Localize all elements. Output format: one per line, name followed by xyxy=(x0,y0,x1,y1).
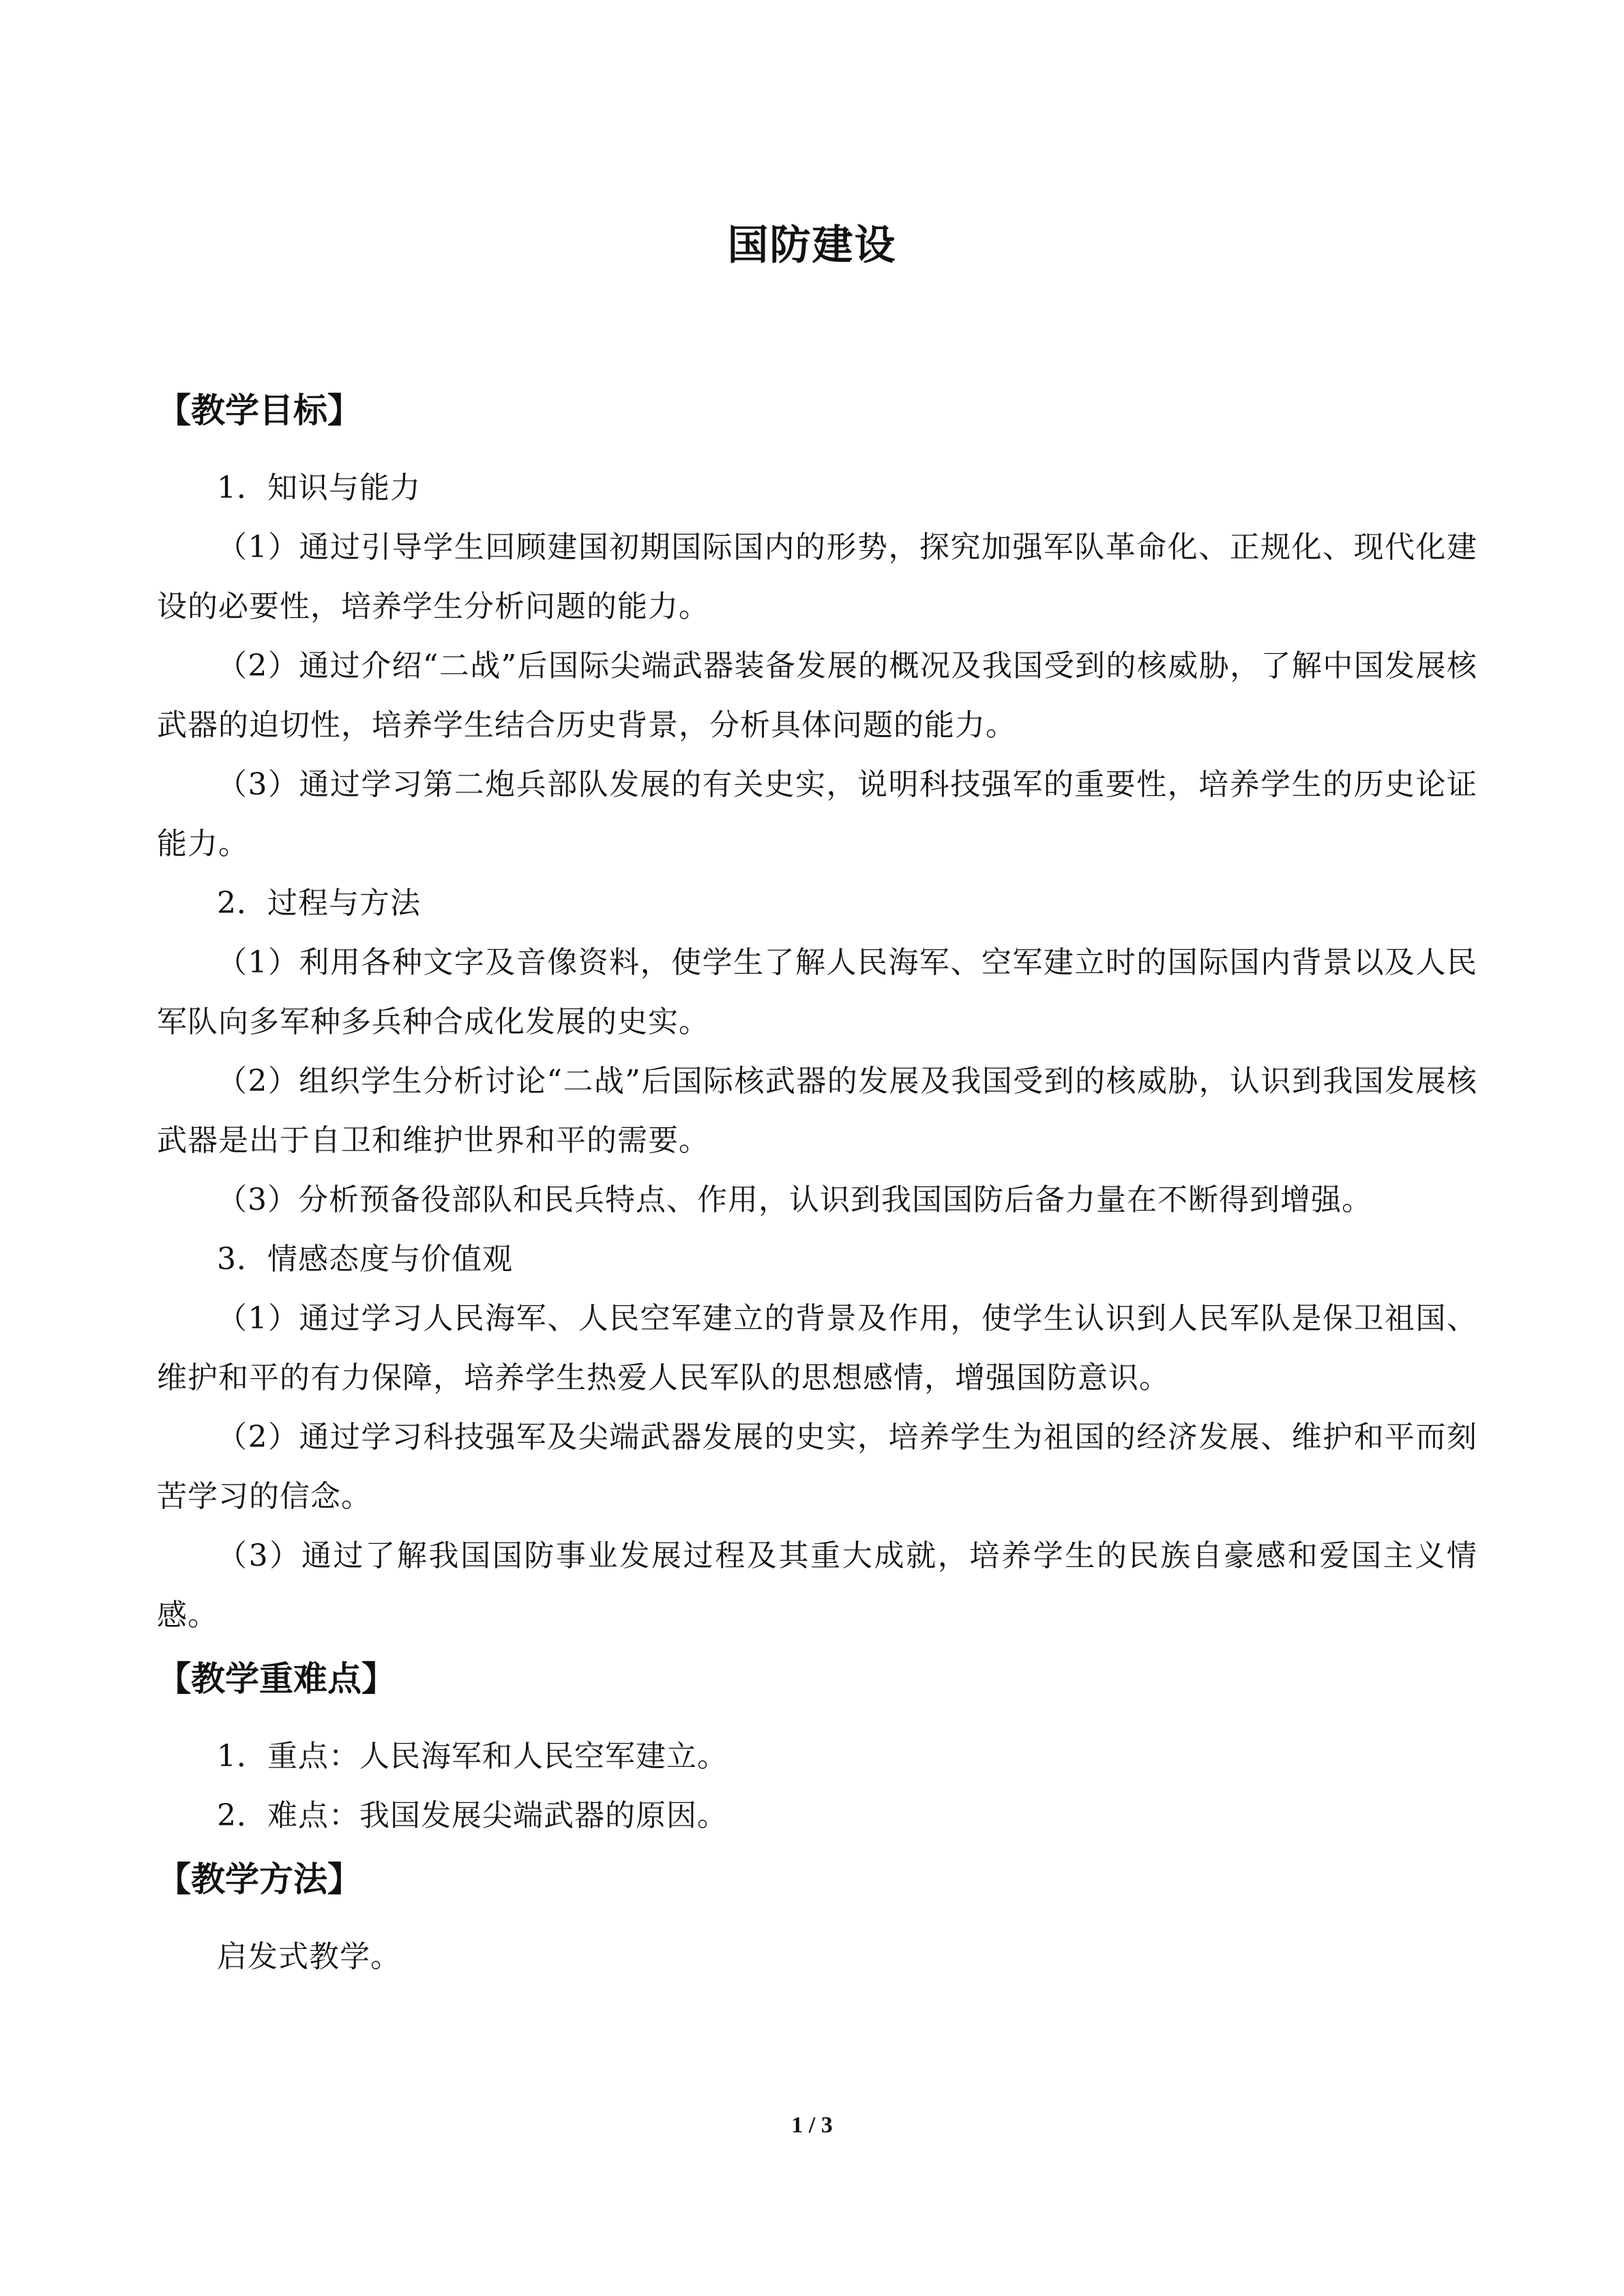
subheading-process-method: 2．过程与方法 xyxy=(217,886,421,921)
document-body xyxy=(157,382,1477,1986)
paragraph: （2）组织学生分析讨论“二战”后国际核武器的发展及我国受到的核威胁，认识到我国发展核武器是出于自卫和维护世界和平的需要。 xyxy=(157,1064,1477,1158)
section-teaching-goals xyxy=(157,382,1477,1645)
paragraph: （3）通过学习第二炮兵部队发展的有关史实，说明科技强军的重要性，培养学生的历史论证能力。 xyxy=(157,767,1477,861)
page-title: 国防建设 xyxy=(727,222,897,269)
section-heading: 【教学目标】 xyxy=(157,391,361,430)
paragraph: （3）分析预备役部队和民兵特点、作用，认识到我国国防后备力量在不断得到增强。 xyxy=(217,1182,1372,1217)
section-heading: 【教学重难点】 xyxy=(157,1659,396,1699)
paragraph: 1．重点：人民海军和人民空军建立。 xyxy=(217,1739,728,1774)
section-heading: 【教学方法】 xyxy=(157,1860,361,1899)
paragraph: （1）利用各种文字及音像资料，使学生了解人民海军、空军建立时的国际国内背景以及人民军队向多军种多兵种合成化发展的史实。 xyxy=(157,945,1477,1039)
paragraph: （1）通过引导学生回顾建国初期国际国内的形势，探究加强军队革命化、正规化、现代化建设的必要性，培养学生分析问题的能力。 xyxy=(157,530,1477,624)
paragraph: （2）通过介绍“二战”后国际尖端武器装备发展的概况及我国受到的核威胁，了解中国发展核武器的迫切性，培养学生结合历史背景，分析具体问题的能力。 xyxy=(157,648,1477,743)
paragraph: （2）通过学习科技强军及尖端武器发展的史实，培养学生为祖国的经济发展、维护和平而刻苦学习的信念。 xyxy=(157,1420,1477,1514)
paragraph: 2．难点：我国发展尖端武器的原因。 xyxy=(217,1798,728,1833)
subheading-knowledge-ability: 1．知识与能力 xyxy=(217,471,421,505)
paragraph: 启发式教学。 xyxy=(217,1939,401,1974)
subheading-emotion-values: 3．情感态度与价值观 xyxy=(217,1242,513,1277)
paragraph: （1）通过学习人民海军、人民空军建立的背景及作用，使学生认识到人民军队是保卫祖国、维护和平的有力保障，培养学生热爱人民军队的思想感情，增强国防意识。 xyxy=(157,1301,1477,1395)
paragraph: （3）通过了解我国国防事业发展过程及其重大成就，培养学生的民族自豪感和爱国主义情感。 xyxy=(157,1538,1477,1632)
section-teaching-method xyxy=(157,1851,1477,1986)
page-number: 1 / 3 xyxy=(791,2113,833,2138)
section-key-difficult-points xyxy=(157,1650,1477,1845)
